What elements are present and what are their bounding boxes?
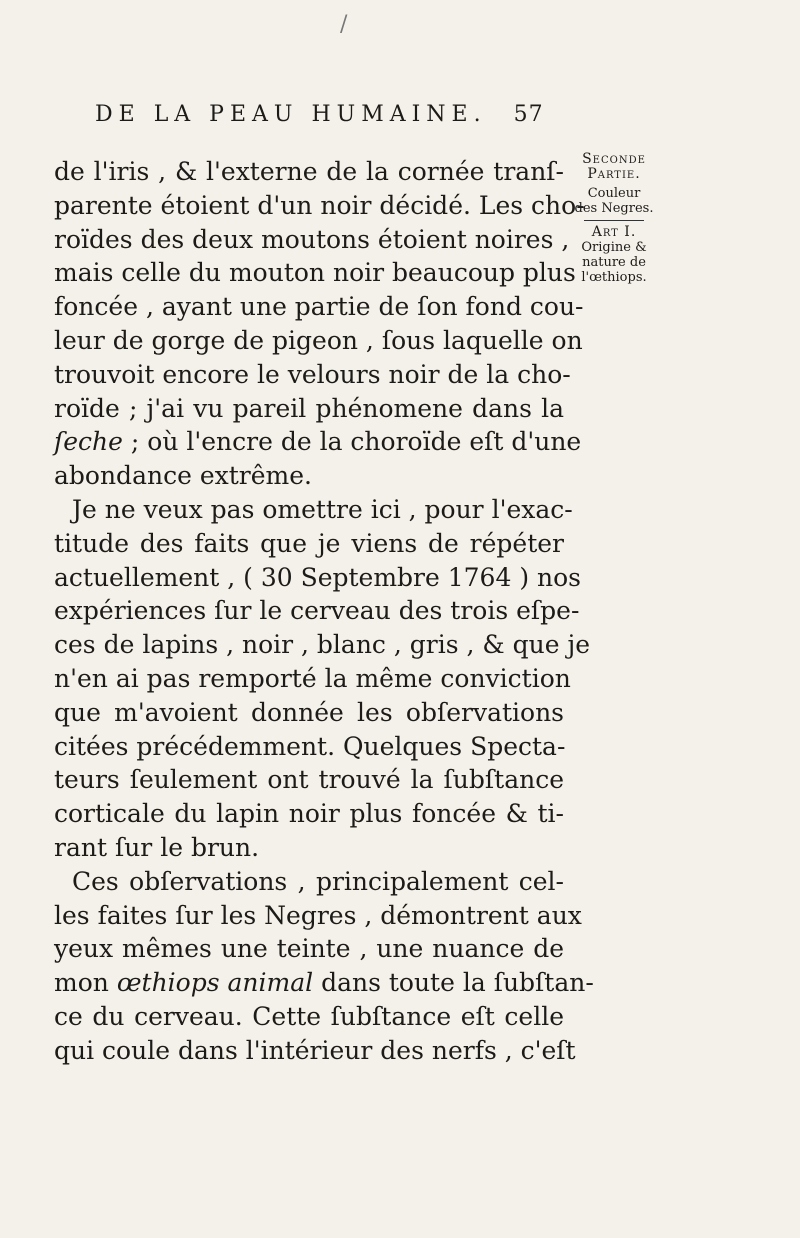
running-title: DE LA PEAU HUMAINE. xyxy=(95,102,487,127)
text-line: expériences ſur le cerveau des trois eſpe- xyxy=(54,596,580,626)
text-line: abondance extrême. xyxy=(54,461,312,491)
text-line: actuellement , ( 30 Septembre 1764 ) nos xyxy=(54,562,582,592)
margin-subject: Origine & xyxy=(581,240,647,255)
text-line xyxy=(54,966,594,1000)
page-number: 57 xyxy=(513,102,544,127)
margin-subject-3: l'œthiops. xyxy=(581,270,647,285)
text-line: yeux mêmes une teinte , une nuance de xyxy=(54,934,564,964)
text-fragment: ; où l'encre de la choroïde eſt d'une xyxy=(122,427,582,457)
text-line: Ces obſervations , principalement cel- xyxy=(72,866,564,896)
italic-phrase: œthiops animal xyxy=(116,968,314,998)
text-line: les faites ſur les Negres , démontrent aux xyxy=(54,900,582,930)
text-line: n'en ai pas remporté la même conviction xyxy=(54,663,571,693)
text-line: corticale du lapin noir plus foncée & ti- xyxy=(54,799,564,829)
text-line: de l'iris , & l'externe de la cornée tranſ- xyxy=(54,157,564,186)
body-text xyxy=(54,155,594,1068)
text-line: roïde ; j'ai vu pareil phénomene dans la xyxy=(54,393,564,423)
margin-article: Art I. xyxy=(591,224,637,240)
text-line: titude des faits que je viens de répéter xyxy=(54,528,564,558)
text-line xyxy=(54,425,582,459)
margin-rule xyxy=(584,220,644,221)
margin-part: Seconde xyxy=(582,151,646,167)
text-line: leur de gorge de pigeon , ſous laquelle on xyxy=(54,325,583,355)
margin-note xyxy=(568,152,660,285)
italic-word: ſeche xyxy=(54,427,123,457)
text-line: ces de lapins , noir , blanc , gris , & que je xyxy=(54,630,590,660)
text-line: mais celle du mouton noir beaucoup plus xyxy=(54,258,576,288)
text-line: citées précédemment. Quelques Specta- xyxy=(54,731,566,761)
text-fragment: mon xyxy=(54,968,117,998)
text-line: rant ſur le brun. xyxy=(54,832,260,862)
text-fragment: dans toute la ſubſtan- xyxy=(313,968,594,998)
margin-subject-2: nature de xyxy=(582,255,646,270)
text-line: qui coule dans l'intérieur des nerfs , c'eſt xyxy=(54,1035,576,1065)
stray-mark: / xyxy=(340,12,348,37)
text-line: Je ne veux pas omettre ici , pour l'exac- xyxy=(72,494,573,524)
text-line: que m'avoient donnée les obſervations xyxy=(54,697,564,727)
text-line: roïdes des deux moutons étoient noires , xyxy=(54,224,570,254)
text-line: ce du cerveau. Cette ſubſtance eſt celle xyxy=(54,1001,564,1031)
text-line: teurs ſeulement ont trouvé la ſubſtance xyxy=(54,765,564,795)
margin-part-2: Partie. xyxy=(587,166,641,182)
margin-section: Couleur xyxy=(587,186,641,201)
text-line: trouvoit encore le velours noir de la cho- xyxy=(54,359,571,389)
text-line: foncée , ayant une partie de ſon fond cou- xyxy=(54,292,584,322)
text-line: parente étoient d'un noir décidé. Les cho- xyxy=(54,190,585,220)
margin-section-2: des Negres. xyxy=(574,201,654,216)
running-header xyxy=(95,102,695,127)
